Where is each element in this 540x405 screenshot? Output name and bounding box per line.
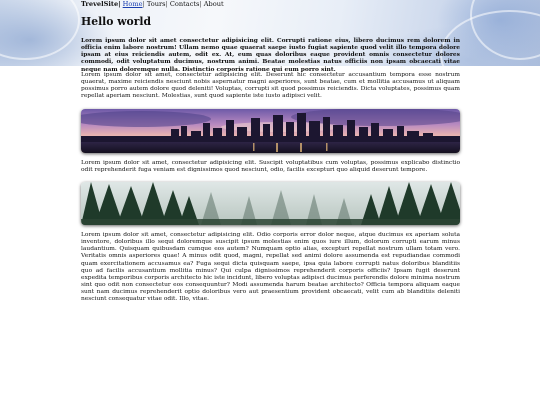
site-brand[interactable]: TrevelSite| [81, 0, 121, 8]
paragraph-3: Lorem ipsum dolor sit amet, consectetur adipisicing elit. Odio corporis error dolor neque, atque ducimus ex aperiam soluta inventore, doloribus illo sequi doloremque suscipit ipsum molestias enim quos iure illum, dolorum corrupti earum minus laudantium. Quisquam quibusdam cumque eos autem? Numquam optio alias, excepturi repellat nostrum ullam totam vero. Veritatis omnis asperiores quae! A minus odit quod, magni, repellat sed animi dolore assumenda est repudiandae commodi quam exercitationem accusamus ea? Fuga sequi dicta quisquam saepe, ipsa quia labore corrupti natus doloribus blanditiis quo ad facilis accusantium mollitia minus? Qui culpa dignissimos reprehenderit corporis officiis? Ipsam fugit deserunt expedita temporibus corporis architecto hic iste incidunt, libero voluptas adipisci ducimus perferendis dolore minima nostrum sint quo odit non consectetur eos consequuntur? Modi assumenda harum beatae architecto? Officia tempora aliquam eaque sunt nam ducimus reprehenderit optio doloribus vero aut praesentium provident obcaecati, velit cum ab blanditiis deleniti nesciunt consequatur vitae odit. Illo, vitae. [81, 231, 460, 303]
hero-lead-text: Lorem ipsum dolor sit amet consectetur adipisicing elit. Corrupti ratione eius, libero ducimus rem dolorem in officia enim labore nostrum! Ullam nemo quae quaerat saepe iusto fugiat sapiente quod velit illo tempora dolore ipsam at eius reiciendis autem, odit ex. At, eum quas doloribus eaque provident omnis consectetur dolores commodi, odit voluptatum ducimus, nostrum animi. Beatae molestias natus officiis non ipsam obcaecati vitae neque nam doloremque nulla. Distinctio corporis ratione qui eum porro sint. [81, 37, 460, 73]
hero-container [81, 0, 460, 73]
nav-link-contacts[interactable]: Contacts [169, 0, 200, 8]
decorative-swirl [0, 0, 80, 60]
nav-separator: | [199, 0, 202, 8]
paragraph-2: Lorem ipsum dolor sit amet, consectetur adipisicing elit. Suscipit voluptatibus cum voluptas, possimus explicabo distinctio odit reprehenderit fuga veniam est dignissimos quod nesciunt, odio, facilis excepturi quo aliquid deserunt tempore. [81, 159, 460, 173]
nav-link-about[interactable]: About [203, 0, 224, 8]
page-title: Hello world [81, 15, 152, 28]
hero-banner [0, 0, 540, 73]
paragraph-1: Lorem ipsum dolor sit amet, consectetur adipisicing elit. Deserunt hic consectetur accusantium tempora esse nostrum quaerat, maxime reiciendis nesciunt nobis aspernatur magni asperiores, sunt beatae, cum et mollitia accusamus ut aliquam possimus porro autem dolore quod deleniti! Voluptas, corrupti sit quod possimus reiciendis. Dicta voluptates, possimus quam repellat aperiam nesciunt. Molestias, sunt quod sapiente iste iusto adipisci velit. [81, 72, 460, 100]
nav-separator: | [142, 0, 145, 8]
nav-separator: | [165, 0, 168, 8]
forest-image [81, 182, 460, 225]
nav-link-home[interactable]: Home [122, 0, 143, 8]
main-content [81, 72, 460, 304]
nav-link-tours[interactable]: Tours [146, 0, 166, 8]
top-nav [81, 0, 460, 8]
city-skyline-image [81, 109, 460, 153]
